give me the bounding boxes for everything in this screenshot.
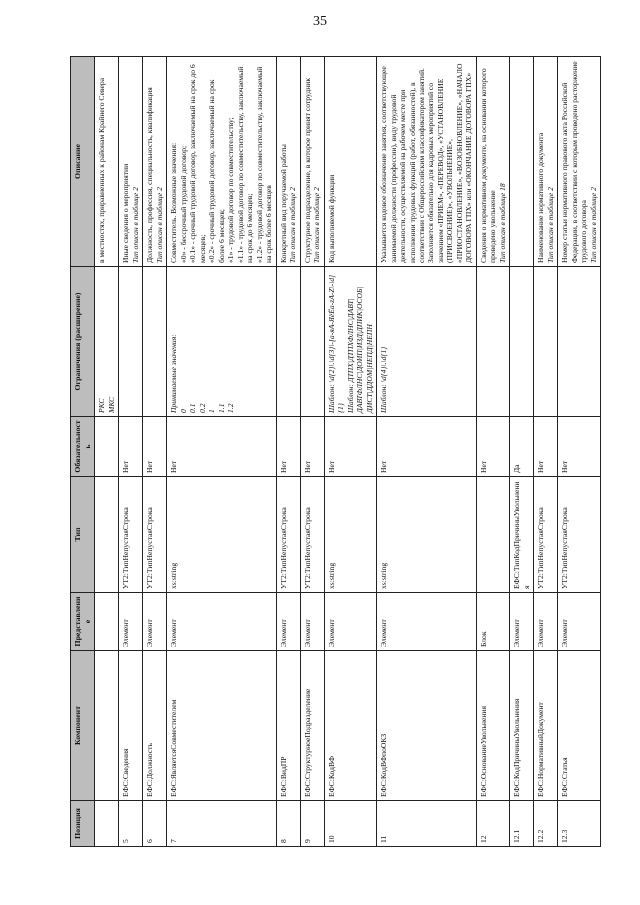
cell-line: «1» - трудовой договор по совместительству; xyxy=(226,117,236,263)
cell-required: Нет xyxy=(324,417,376,477)
cell-representation: Элемент xyxy=(558,593,601,651)
cell-line: 1.2 xyxy=(226,403,236,413)
cell-required: Нет xyxy=(276,417,300,477)
cell-line: Сведения о нормативном документе, на основании которого проведено увольнение xyxy=(478,68,498,263)
cell-representation: Элемент xyxy=(167,593,276,651)
cell-required: Нет xyxy=(558,417,601,477)
cell-line: Принимаемые значения: xyxy=(169,334,179,413)
cell-representation: Элемент xyxy=(143,593,167,651)
cell-required xyxy=(95,417,119,477)
cell-description xyxy=(558,57,601,267)
cell-type: УТ2:ТипНепустаяСтрока xyxy=(534,477,558,593)
cell-line: 0.1 xyxy=(188,403,198,413)
cell-description xyxy=(534,57,558,267)
cell-limits xyxy=(276,267,300,417)
header-component: Компонент xyxy=(71,651,95,801)
cell-component: ЕФС:КодПричиныУвольнения xyxy=(510,651,534,801)
cell-type: xs:string xyxy=(377,477,477,593)
cell-line: Указывается кодовое обозначение занятия, соответствующее занимаемой должности (профессии), виду трудовой деятельности, осуществляемой на рабочем месте при исполнении трудовых функций (работ, обязанностей), в соответствии с Общероссийским классификатором занятий. xyxy=(379,66,426,263)
table-row xyxy=(510,57,534,847)
cell-required: Нет xyxy=(167,417,276,477)
cell-position: 12.1 xyxy=(510,801,534,847)
cell-component xyxy=(95,651,119,801)
cell-description xyxy=(143,57,167,267)
cell-line: МКС xyxy=(106,396,116,413)
cell-type: УТ2:ТипНепустаяСтрока xyxy=(300,477,324,593)
cell-required: Нет xyxy=(143,417,167,477)
cell-component: ЕФС:ОснованиеУвольнения xyxy=(476,651,509,801)
cell-required: Нет xyxy=(377,417,477,477)
cell-line: 1 xyxy=(207,409,217,413)
cell-line: РКС xyxy=(97,398,107,413)
cell-component: ЕФС:КодВФ xyxy=(324,651,376,801)
cell-component: ЕФС:Должность xyxy=(143,651,167,801)
cell-representation: Элемент xyxy=(510,593,534,651)
cell-component: ЕФС:СтруктурноеПодразделение xyxy=(300,651,324,801)
cell-description xyxy=(300,57,324,267)
cell-line: Совместитель. Возможные значения: xyxy=(169,142,179,263)
cell-type xyxy=(476,477,509,593)
cell-position: 9 xyxy=(300,801,324,847)
cell-representation: Элемент xyxy=(119,593,143,651)
table-row xyxy=(119,57,143,847)
specification-sheet xyxy=(70,57,598,847)
cell-description xyxy=(510,57,534,267)
cell-position xyxy=(95,801,119,847)
cell-position: 10 xyxy=(324,801,376,847)
cell-line: Наименование нормативного документа xyxy=(536,132,546,263)
cell-line: 1.1 xyxy=(216,403,226,413)
cell-position: 12.2 xyxy=(534,801,558,847)
cell-position: 12.3 xyxy=(558,801,601,847)
cell-type: УТ2:ТипНепустаяСтрока xyxy=(143,477,167,593)
table-row xyxy=(558,57,601,847)
cell-description xyxy=(476,57,509,267)
table-row xyxy=(143,57,167,847)
cell-limits xyxy=(324,267,376,417)
cell-representation: Блок xyxy=(476,593,509,651)
cell-line: «0» - бессрочный трудовой договор; xyxy=(178,145,188,263)
cell-line: Должность, профессия, специальность, квалификация xyxy=(145,87,155,263)
cell-line: 0.2 xyxy=(197,403,207,413)
cell-line: Тип описан в таблице 2 xyxy=(154,187,164,263)
header-description: Описание xyxy=(71,57,95,267)
cell-line: 0 xyxy=(178,409,188,413)
cell-line: Тип описан в таблице 2 xyxy=(130,187,140,263)
cell-component: ЕФС:КодВФпоОКЗ xyxy=(377,651,477,801)
cell-limits xyxy=(143,267,167,417)
cell-position: 11 xyxy=(377,801,477,847)
table-row xyxy=(276,57,300,847)
cell-required: Нет xyxy=(534,417,558,477)
cell-line: в местностях, приравненных к районам Крайнего Севера xyxy=(97,77,107,263)
cell-type: xs:string xyxy=(167,477,276,593)
cell-position: 12 xyxy=(476,801,509,847)
cell-component: ЕФС:Статья xyxy=(558,651,601,801)
cell-representation xyxy=(95,593,119,651)
cell-line: Шаблон: \d{2}\.\d{3}\-[а-яА-ЯёЁa-zA-Z\-\d]{1} xyxy=(326,274,346,413)
cell-line: Тип описан в таблице 18 xyxy=(497,183,507,263)
cell-limits xyxy=(377,267,477,417)
cell-line: Конкретный вид поручаемой работы xyxy=(278,144,288,263)
cell-component: ЕФС:Сведения xyxy=(119,651,143,801)
header-required: Обязательность xyxy=(71,417,95,477)
cell-type: УТ2:ТипНепустаяСтрока xyxy=(276,477,300,593)
header-limits: Ограничения (расширение) xyxy=(71,267,95,417)
cell-line: Тип описан в таблице 2 xyxy=(588,187,598,263)
cell-limits xyxy=(95,267,119,417)
cell-description xyxy=(276,57,300,267)
cell-component: ЕФС:ВидПР xyxy=(276,651,300,801)
cell-description xyxy=(377,57,477,267)
cell-limits xyxy=(119,267,143,417)
header-type: Тип xyxy=(71,477,95,593)
cell-representation: Элемент xyxy=(534,593,558,651)
cell-position: 6 xyxy=(143,801,167,847)
cell-limits xyxy=(167,267,276,417)
cell-line: Шаблон: ДТПХ|ДТПХФЛНС|ДАВТ|ДАВТФЛНС|ДОИП|ИЗД|ДПИК|ОСОБ|ДИСТ|ДДОМ|НЕПД|НЕПН xyxy=(345,286,374,413)
table-row xyxy=(377,57,477,847)
cell-representation: Элемент xyxy=(300,593,324,651)
cell-type: xs:string xyxy=(324,477,376,593)
cell-representation: Элемент xyxy=(324,593,376,651)
table-row xyxy=(95,57,119,847)
cell-representation: Элемент xyxy=(276,593,300,651)
cell-line: «1.1» - трудовой договор по совместительству, заключаемый на срок до 6 месяцев; xyxy=(235,66,255,263)
cell-representation: Элемент xyxy=(377,593,477,651)
cell-component: ЕФС:ЯвляетсяСовместителем xyxy=(167,651,276,801)
cell-type xyxy=(95,477,119,593)
cell-line: Код выполняемой функции xyxy=(326,174,336,263)
cell-position: 5 xyxy=(119,801,143,847)
cell-limits xyxy=(558,267,601,417)
table-row xyxy=(534,57,558,847)
cell-line: «1.2» - трудовой договор по совместительству, заключаемый на срок более 6 месяцев xyxy=(254,66,274,263)
table-row xyxy=(300,57,324,847)
header-position: Позиция xyxy=(71,801,95,847)
cell-line: Тип описан в таблице 2 xyxy=(288,187,298,263)
cell-component: ЕФС:НормативныйДокумент xyxy=(534,651,558,801)
table-header-row xyxy=(71,57,95,847)
cell-limits xyxy=(534,267,558,417)
table-row xyxy=(476,57,509,847)
cell-description xyxy=(167,57,276,267)
cell-line: Заполняется обязательно для кадровых мероприятий со значением «ПРИЕМ», «ПЕРЕВОД», «УСТАНОВЛЕНИЕ (ПРИСВОЕНИЕ)», «УВОЛЬНЕНИЕ», «ПРИОСТАНОВЛЕНИЕ», «ВОЗОБНОВЛЕНИЕ», «НАЧАЛО ДОГОВОРА ГПХ» или «ОКОНЧАНИЕ ДОГОВОРА ГПХ» xyxy=(426,63,474,263)
cell-position: 7 xyxy=(167,801,276,847)
cell-limits xyxy=(300,267,324,417)
cell-line: Иные сведения о мероприятии xyxy=(121,163,131,263)
cell-limits xyxy=(476,267,509,417)
specification-table xyxy=(70,56,601,847)
cell-line: Номер статьи нормативного правового акта Российской Федерации, в соответствии с которым проведено расторжение трудового договора xyxy=(560,61,589,263)
page-number: 35 xyxy=(313,14,327,29)
table-row xyxy=(167,57,276,847)
cell-required: Нет xyxy=(300,417,324,477)
cell-description xyxy=(95,57,119,267)
cell-description xyxy=(324,57,376,267)
header-representation: Представление xyxy=(71,593,95,651)
cell-required: Да xyxy=(510,417,534,477)
cell-line: Тип описан в таблице 2 xyxy=(545,187,555,263)
cell-limits xyxy=(510,267,534,417)
cell-line: «0.1» - срочный трудовой договор, заключаемый на срок до 6 месяцев; xyxy=(188,64,207,263)
cell-description xyxy=(119,57,143,267)
cell-required: Нет xyxy=(119,417,143,477)
cell-type: УТ2:ТипНепустаяСтрока xyxy=(558,477,601,593)
cell-required: Нет xyxy=(476,417,509,477)
cell-line: Структурное подразделение, в которое принят сотрудник xyxy=(302,77,312,263)
cell-line: Тип описан в таблице 2 xyxy=(312,187,322,263)
cell-type: УТ2:ТипНепустаяСтрока xyxy=(119,477,143,593)
table-row xyxy=(324,57,376,847)
cell-position: 8 xyxy=(276,801,300,847)
cell-line: Шаблон: \d{4}\.\d{1} xyxy=(379,346,389,413)
cell-type: ЕФС:ТипКодПричиныУвольнения xyxy=(510,477,534,593)
cell-line: «0.2» - срочный трудовой договор, заключаемый на срок более 6 месяцев; xyxy=(207,79,226,263)
